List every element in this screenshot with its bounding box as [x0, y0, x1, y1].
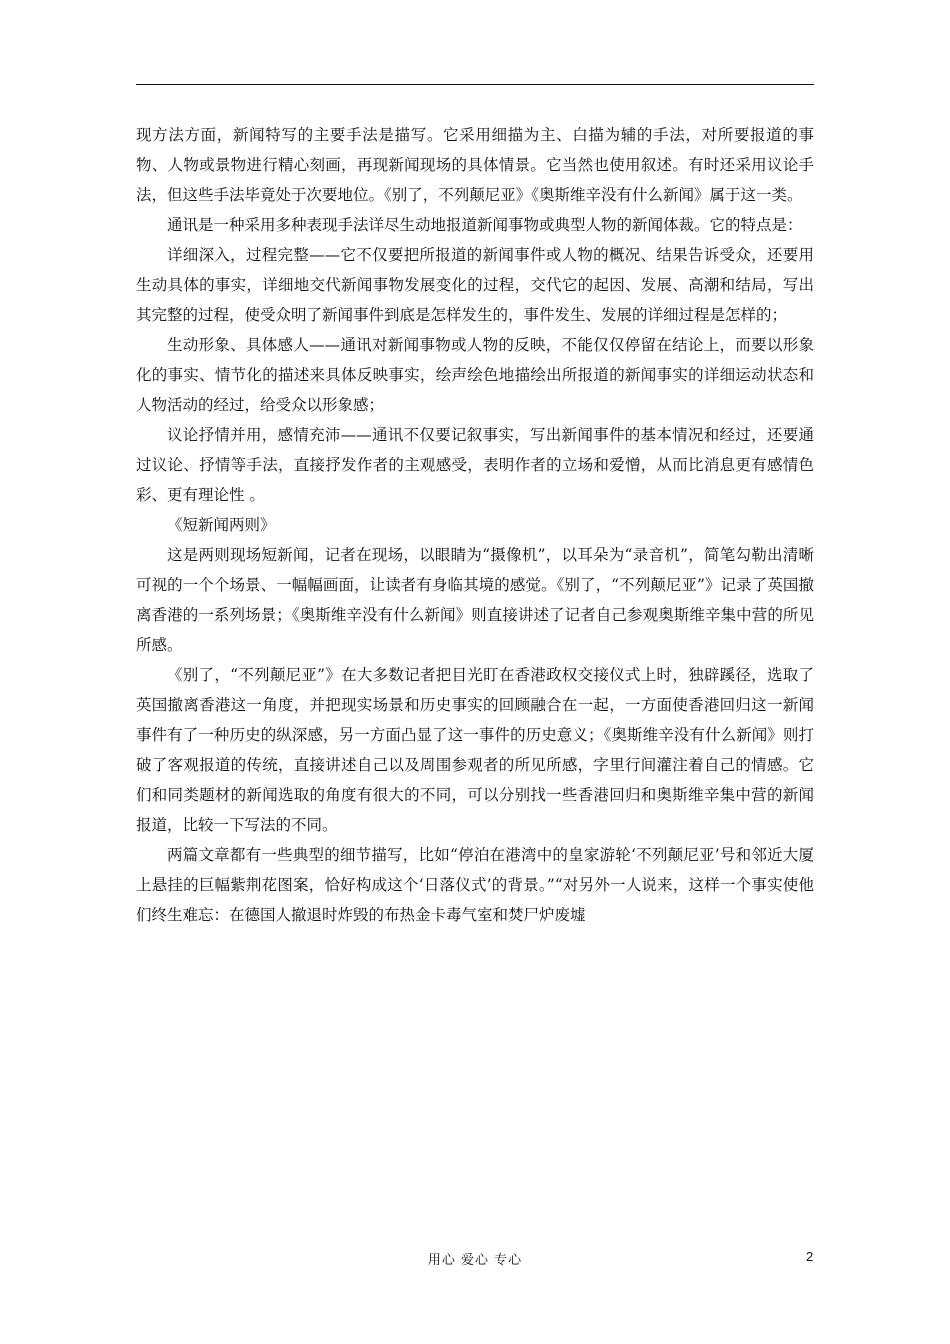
paragraph-short-news-intro: 这是两则现场短新闻，记者在现场，以眼睛为“摄像机”，以耳朵为“录音机”，简笔勾勒出清晰可视的一个个场景、一幅幅画面，让读者有身临其境的感觉。《别了，“不列颠尼亚”》记录了英国撤离香港的一系列场景；《奥斯维辛没有什么新闻》则直接讲述了记者自己参观奥斯维辛集中营的所见所感。 [136, 546, 814, 654]
paragraph-argument-emotion: 议论抒情并用，感情充沛——通讯不仅要记叙事实，写出新闻事件的基本情况和经过，还要通过议论、抒情等手法，直接抒发作者的主观感受，表明作者的立场和爱憎，从而比消息更有感情色彩、更有理论性 。 [136, 426, 814, 504]
section-title-short-news: 《短新闻两则》 [167, 516, 276, 534]
footer-motto: 用心 爱心 专心 [427, 1253, 523, 1268]
paragraph-vivid-image: 生动形象、具体感人——通讯对新闻事物或人物的反映，不能仅仅停留在结论上，而要以形象化的事实、情节化的描述来具体反映事实，绘声绘色地描绘出所报道的新闻事实的详细运动状态和人物活动的经过，给受众以形象感； [136, 336, 814, 414]
header-rule [136, 84, 814, 85]
paragraph-detail-description: 两篇文章都有一些典型的细节描写，比如“停泊在港湾中的皇家游轮‘不列颠尼亚’号和邻近大厦上悬挂的巨幅紫荆花图案，恰好构成这个‘日落仪式’的背景。”“对另外一人说来，这样一个事实使他们终生难忘：在德国人撤退时炸毁的布热金卡毒气室和焚尸炉废墟 [136, 846, 814, 924]
paragraph-detailed-process: 详细深入，过程完整——它不仅要把所报道的新闻事件或人物的概况、结果告诉受众，还要用生动具体的事实，详细地交代新闻事物发展变化的过程，交代它的起因、发展、高潮和结局，写出其完整的过程，使受众明了新闻事件到底是怎样发生的，事件发生、发展的详细过程是怎样的； [136, 246, 814, 324]
document-body [136, 120, 814, 930]
paragraph-feature-writing: 现方法方面，新闻特写的主要手法是描写。它采用细描为主、白描为辅的手法，对所要报道的事物、人物或景物进行精心刻画，再现新闻现场的具体情景。它当然也使用叙述。有时还采用议论手法，但这些手法毕竟处于次要地位。《别了，不列颠尼亚》《奥斯维辛没有什么新闻》属于这一类。 [136, 126, 814, 204]
paragraph-britannia-analysis: 《别了，“不列颠尼亚”》在大多数记者把目光盯在香港政权交接仪式上时，独辟蹊径，选取了英国撤离香港这一角度，并把现实场景和历史事实的回顾融合在一起，一方面使香港回归这一新闻事件有了一种历史的纵深感，另一方面凸显了这一事件的历史意义；《奥斯维辛没有什么新闻》则打破了客观报道的传统，直接讲述自己以及周围参观者的所见所感，字里行间灌注着自己的情感。它们和同类题材的新闻选取的角度有很大的不同，可以分别找一些香港回归和奥斯维辛集中营的新闻报道，比较一下写法的不同。 [136, 666, 814, 834]
paragraph-tongxun-definition: 通讯是一种采用多种表现手法详尽生动地报道新闻事物或典型人物的新闻体裁。它的特点是： [167, 216, 803, 234]
page-number: 2 [806, 1249, 814, 1264]
